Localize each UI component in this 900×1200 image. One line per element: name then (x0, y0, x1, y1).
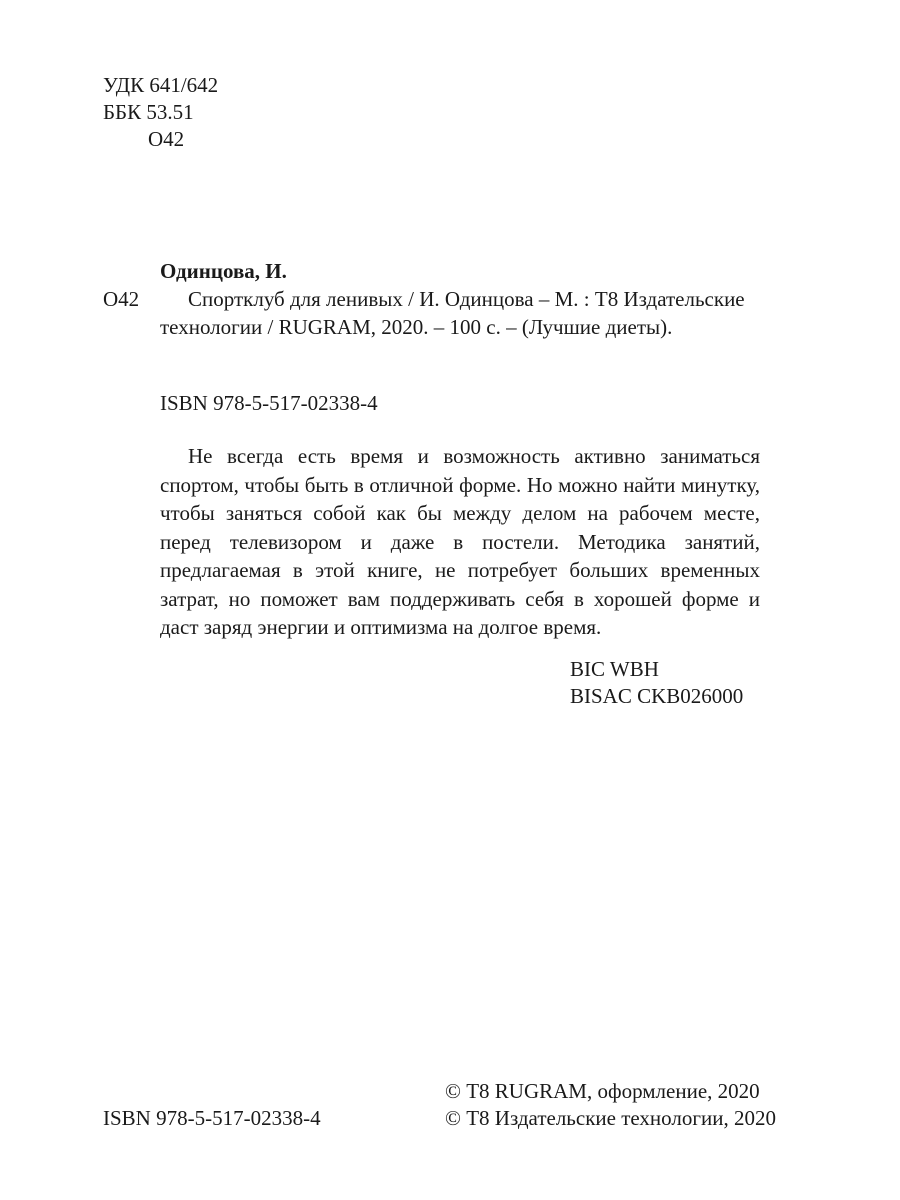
copyright-design: © Т8 RUGRAM, оформление, 2020 (445, 1079, 760, 1103)
cutter-code-side: О42 (103, 287, 140, 311)
annotation-paragraph: Не всегда есть время и возможность активно заниматься спортом, чтобы быть в отличной форме. Но можно найти минутку, чтобы заняться собой как бы между делом на рабочем месте, перед телевизором и даже в постели. Методика занятий, предлагаемая в этой книге, не потребует больших временных затрат, но поможет вам поддерживать себя в хорошей форме и даст заряд энергии и оптимизма на долгое время. (160, 444, 760, 639)
udk-code: УДК 641/642 (103, 73, 219, 97)
copyright-publisher: © Т8 Издательские технологии, 2020 (445, 1106, 776, 1130)
cutter-code-top: О42 (148, 127, 185, 151)
bibliographic-description-line-2: технологии / RUGRAM, 2020. – 100 с. – (Лучшие диеты). (160, 315, 673, 339)
bbk-code: ББК 53.51 (103, 100, 194, 124)
bisac-code: BISAC CKB026000 (570, 684, 744, 708)
isbn-main: ISBN 978-5-517-02338-4 (160, 391, 378, 415)
bibliographic-description-line-1: Спортклуб для ленивых / И. Одинцова – М. : Т8 Издательские (188, 287, 745, 311)
author-heading: Одинцова, И. (160, 259, 287, 283)
isbn-footer: ISBN 978-5-517-02338-4 (103, 1106, 321, 1130)
bic-code: BIC WBH (570, 657, 659, 681)
